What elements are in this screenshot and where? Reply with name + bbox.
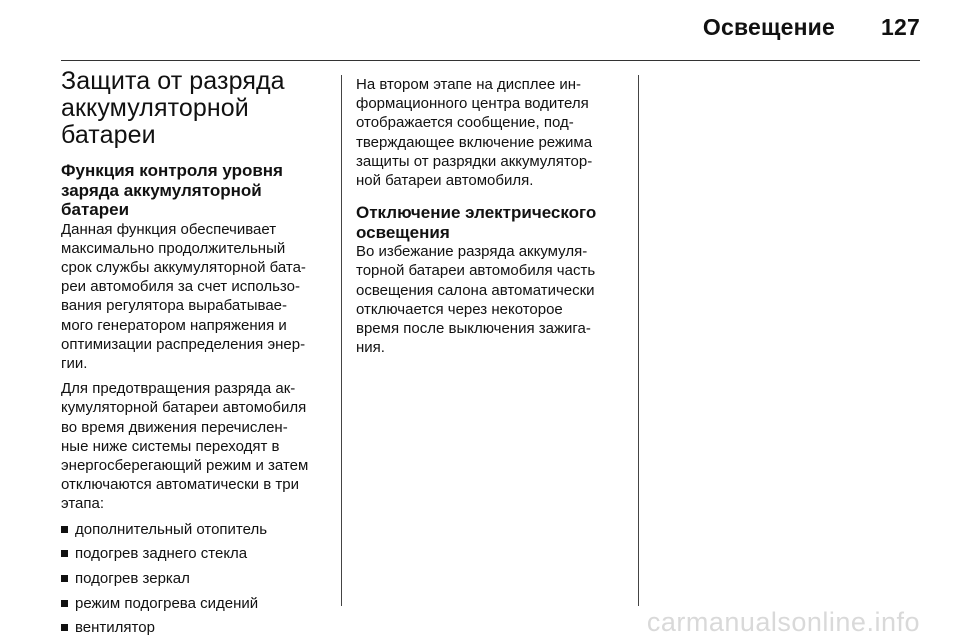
subheading-lighting-shutoff <box>356 203 624 242</box>
text-line: кумуляторной батареи автомобиля <box>61 399 307 417</box>
subheading-line: батареи <box>61 200 130 219</box>
text-line: Для предотвращения разряда ак- <box>61 380 296 398</box>
list-item <box>61 569 327 588</box>
text-line: во время движения перечислен- <box>61 418 288 436</box>
section-title: Освещение <box>702 14 836 40</box>
list-item <box>61 520 327 539</box>
list-item <box>61 594 327 613</box>
main-heading-line: Защита от разряда <box>61 67 285 95</box>
text-line: гии. <box>61 354 88 372</box>
subheading-line: Отключение электрического <box>356 203 597 223</box>
subheading-line: освещения <box>356 222 450 242</box>
list-item-text: подогрев зеркал <box>75 569 190 587</box>
text-line: отключается через некоторое <box>356 300 563 318</box>
paragraph-second-stage <box>356 75 624 190</box>
left-column <box>61 68 327 643</box>
text-line: оптимизации распределения энер- <box>61 335 306 353</box>
text-line: На втором этапе на дисплее ин- <box>356 76 581 93</box>
square-bullet-icon <box>61 624 68 631</box>
list-item-text: вентилятор <box>75 619 155 637</box>
subheading-line: заряда аккумуляторной <box>61 180 262 200</box>
watermark: carmanualsonline.info <box>646 607 920 637</box>
text-line: ной батареи автомобиля. <box>356 172 534 190</box>
text-line: Данная функция обеспечивает <box>61 220 277 238</box>
text-line: тверждающее включение режима <box>356 133 593 151</box>
text-line: энергосберегающий режим и затем <box>61 456 309 474</box>
subheading-battery-monitoring <box>61 161 327 220</box>
text-line: время после выключения зажига- <box>356 320 591 338</box>
list-item-text: подогрев заднего стекла <box>75 545 248 563</box>
column-divider <box>638 75 639 606</box>
list-item <box>61 544 327 563</box>
header-divider <box>61 60 920 61</box>
page-number: 127 <box>881 14 920 40</box>
text-line: формационного центра водителя <box>356 95 589 113</box>
subheading-line: Функция контроля уровня <box>61 161 283 180</box>
list-item-text: режим подогрева сидений <box>75 594 259 612</box>
text-line: максимально продолжительный <box>61 239 286 257</box>
square-bullet-icon <box>61 526 68 533</box>
main-heading <box>61 68 327 149</box>
text-line: Во избежание разряда аккумуля- <box>356 243 588 261</box>
text-line: реи автомобиля за счет использо- <box>61 278 300 296</box>
list-item-text: дополнительный отопитель <box>75 520 268 538</box>
paragraph-discharge-prevention <box>61 379 327 513</box>
main-heading-line: аккумуляторной батареи <box>61 94 249 149</box>
square-bullet-icon <box>61 550 68 557</box>
middle-column <box>356 75 624 363</box>
systems-list <box>61 520 327 638</box>
text-line: этапа: <box>61 495 105 513</box>
page-header <box>703 14 920 41</box>
square-bullet-icon <box>61 575 68 582</box>
column-divider <box>341 75 342 606</box>
text-line: мого генератором напряжения и <box>61 316 287 334</box>
text-line: отключаются автоматически в три <box>61 476 299 494</box>
text-line: освещения салона автоматически <box>356 281 595 299</box>
paragraph-function-description <box>61 220 327 374</box>
square-bullet-icon <box>61 600 68 607</box>
text-line: торной батареи автомобиля часть <box>356 262 596 280</box>
text-line: вания регулятора вырабатывае- <box>61 297 288 315</box>
text-line: ния. <box>356 339 385 357</box>
paragraph-lighting-shutoff <box>356 242 624 357</box>
list-item <box>61 618 327 637</box>
text-line: ные ниже системы переходят в <box>61 437 280 455</box>
text-line: защиты от разрядки аккумулятор- <box>356 152 593 170</box>
text-line: срок службы аккумуляторной бата- <box>61 258 306 276</box>
text-line: отображается сообщение, под- <box>356 114 574 132</box>
